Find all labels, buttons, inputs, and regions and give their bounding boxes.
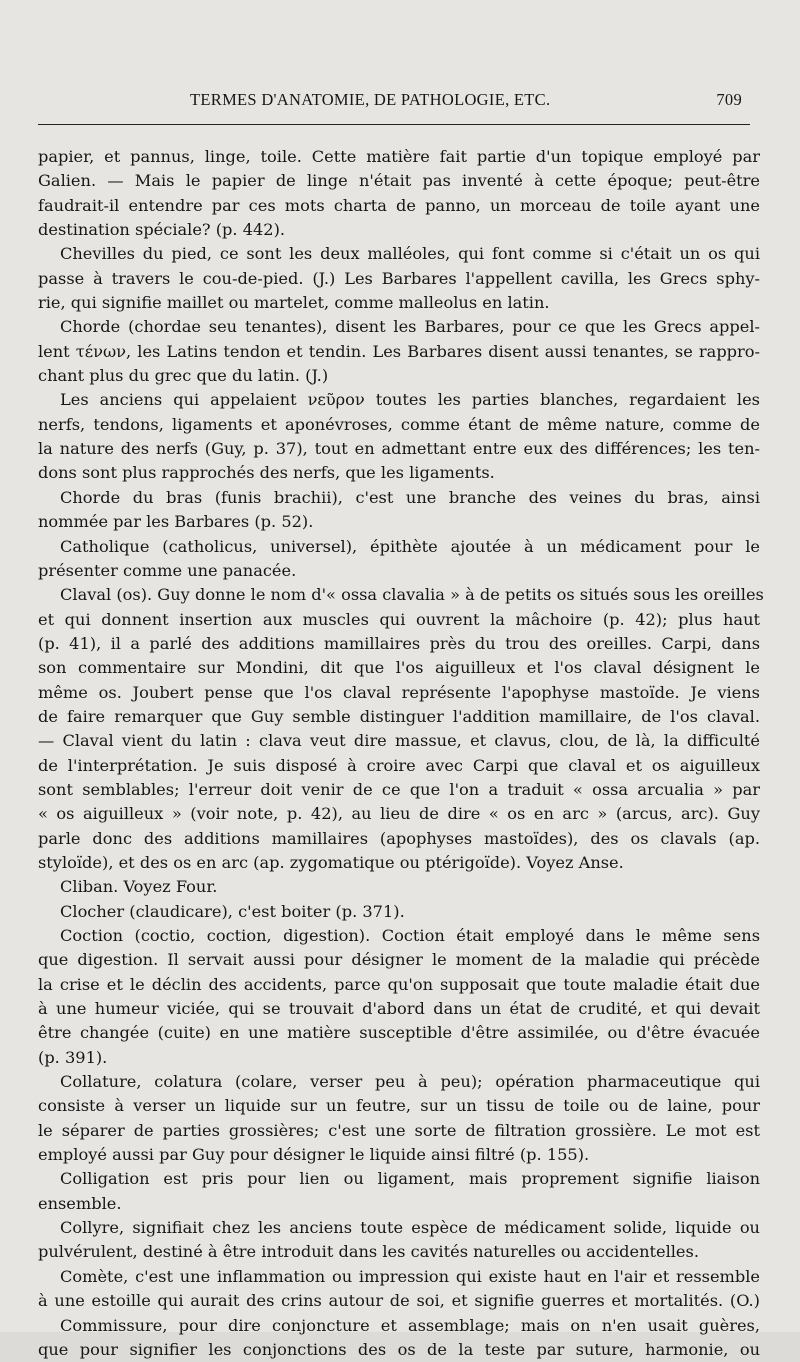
text-line: la nature des nerfs (Guy, p. 37), tout en admettant entre eux des différences; les ten-: [38, 439, 760, 459]
text-line: nerfs, tendons, ligaments et aponévroses, comme étant de même nature, comme de: [38, 414, 760, 434]
text-line: de l'interprétation. Je suis disposé à croire avec Carpi que claval et os aiguilleux: [38, 755, 760, 775]
text-line: nommée par les Barbares (p. 52).: [38, 512, 314, 532]
text-line: Coction (coctio, coction, digestion). Coction était employé dans le même sens: [60, 926, 760, 945]
text-line: lent τένων, les Latins tendon et tendin. Les Barbares disent aussi tenantes, se rappro-: [38, 341, 760, 361]
text-line: chant plus du grec que du latin. (J.): [38, 366, 329, 386]
text-line: ensemble.: [38, 1193, 122, 1213]
running-title: TERMES D'ANATOMIE, DE PATHOLOGIE, ETC.: [190, 90, 551, 109]
text-line: Comète, c'est une inflammation ou impression qui existe haut en l'air et ressemble: [60, 1266, 760, 1286]
text-line: « os aiguilleux » (voir note, p. 42), au lieu de dire « os en arc » (arcus, arc). Guy: [38, 804, 760, 824]
text-line: Chorde (chordae seu tenantes), disent les Barbares, pour ce que les Grecs appel-: [60, 317, 760, 337]
text-line: dons sont plus rapprochés des nerfs, que les ligaments.: [38, 463, 495, 483]
text-line: rie, qui signifie maillet ou martelet, comme malleolus en latin.: [38, 293, 550, 313]
text-line: la crise et le déclin des accidents, parce qu'on supposait que toute maladie était due: [38, 974, 760, 994]
text-line: consiste à verser un liquide sur un feutre, sur un tissu de toile ou de laine, pour: [38, 1096, 760, 1116]
text-line: Commissure, pour dire conjoncture et assemblage; mais on n'en usait guères,: [60, 1315, 760, 1335]
text-line: papier, et pannus, linge, toile. Cette matière fait partie d'un topique employé par: [38, 147, 760, 166]
text-line: que digestion. Il servait aussi pour désigner le moment de la maladie qui précède: [38, 950, 760, 970]
text-line: sont semblables; l'erreur doit venir de ce que l'on a traduit « ossa arcualia » par: [38, 779, 760, 799]
text-line: Galien. — Mais le papier de linge n'était pas inventé à cette époque; peut-être: [38, 171, 760, 191]
text-line: Collyre, signifiait chez les anciens toute espèce de médicament solide, liquide ou: [60, 1218, 760, 1238]
text-line: même os. Joubert pense que l'os claval représente l'apophyse mastoïde. Je viens: [38, 682, 760, 702]
text-line: Colligation est pris pour lien ou ligament, mais proprement signifie liaison: [60, 1169, 760, 1189]
text-line: employé aussi par Guy pour désigner le liquide ainsi filtré (p. 155).: [38, 1145, 590, 1165]
text-line: destination spéciale? (p. 442).: [38, 220, 286, 240]
text-line: (p. 41), il a parlé des additions mamillaires près du trou des oreilles. Carpi, dans: [38, 633, 760, 653]
text-line: (p. 391).: [38, 1047, 108, 1067]
text-line: et qui donnent insertion aux muscles qui ouvrent la mâchoire (p. 42); plus haut: [38, 609, 760, 629]
text-line: faudrait-il entendre par ces mots charta de panno, un morceau de toile ayant une: [38, 195, 760, 215]
running-header: [38, 90, 750, 114]
header-rule: [38, 124, 750, 125]
text-line: Chevilles du pied, ce sont les deux malléoles, qui font comme si c'était un os qui: [60, 244, 760, 264]
text-line: Claval (os). Guy donne le nom d'« ossa clavalia » à de petits os situés sous les oreilles: [60, 585, 764, 605]
text-line: Chorde du bras (funis brachii), c'est une branche des veines du bras, ainsi: [60, 487, 760, 507]
text-line: être changée (cuite) en une matière susceptible d'être assimilée, ou d'être évacuée: [38, 1023, 760, 1043]
text-line: Cliban. Voyez Four.: [60, 877, 218, 897]
text-line: son commentaire sur Mondini, dit que l'os aiguilleux et l'os claval désignent le: [38, 658, 760, 678]
text-line: parle donc des additions mamillaires (apophyses mastoïdes), des os clavals (ap.: [38, 828, 760, 848]
text-line: passe à travers le cou-de-pied. (J.) Les Barbares l'appellent cavilla, les Grecs sphy-: [38, 268, 760, 288]
text-line: Clocher (claudicare), c'est boiter (p. 371).: [60, 901, 405, 921]
text-line: Catholique (catholicus, universel), épithète ajoutée à un médicament pour le: [60, 536, 760, 556]
text-line: — Claval vient du latin : clava veut dire massue, et clavus, clou, de là, la difficulté: [38, 731, 760, 751]
body-text: [38, 145, 764, 1362]
text-line: Collature, colatura (colare, verser peu à peu); opération pharmaceutique qui: [60, 1072, 760, 1092]
text-line: pulvérulent, destiné à être introduit dans les cavités naturelles ou accidentelles.: [38, 1242, 699, 1262]
text-line: de faire remarquer que Guy semble distinguer l'addition mamillaire, de l'os claval.: [38, 706, 760, 726]
text-line: à une estoille qui aurait des crins autour de soi, et signifie guerres et mortalités. (O.): [38, 1291, 760, 1311]
text-line: à une humeur viciée, qui se trouvait d'abord dans un état de crudité, et qui devait: [38, 999, 760, 1019]
text-line: le séparer de parties grossières; c'est une sorte de filtration grossière. Le mot est: [38, 1120, 760, 1140]
text-line: que pour signifier les conjonctions des os de la teste par suture, harmonie, ou: [38, 1339, 760, 1359]
text-line: Les anciens qui appelaient νεῦρον toutes les parties blanches, regardaient les: [60, 390, 760, 410]
text-line: présenter comme une panacée.: [38, 560, 297, 580]
text-line: styloïde), et des os en arc (ap. zygomatique ou ptérigoïde). Voyez Anse.: [38, 852, 624, 872]
page-number: 709: [716, 90, 742, 109]
